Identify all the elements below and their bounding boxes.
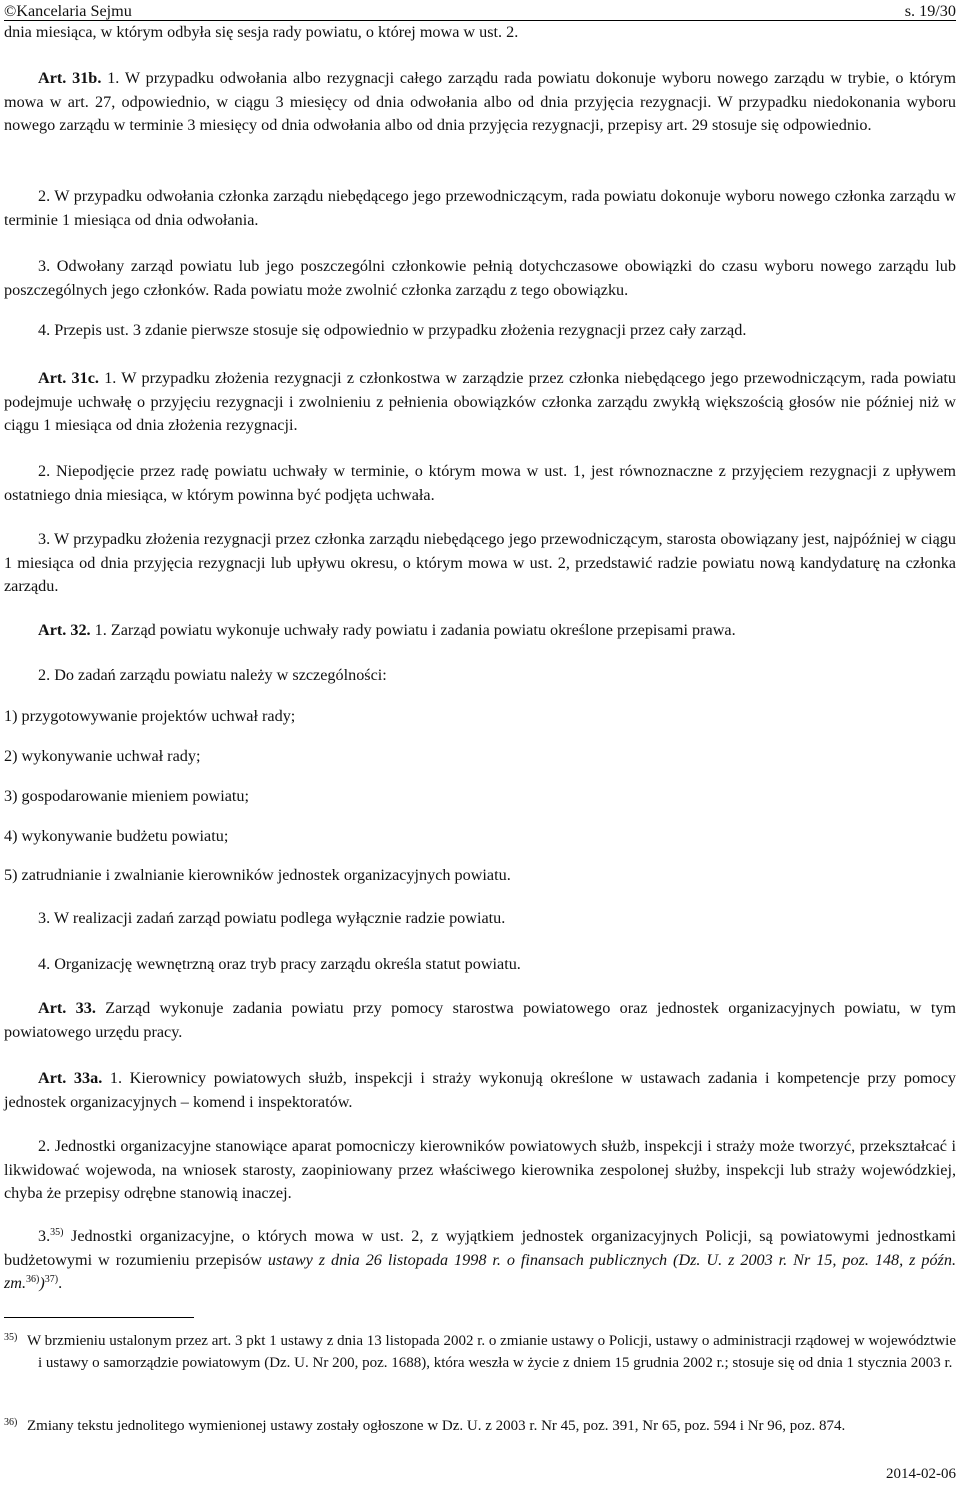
footnote-text: W brzmieniu ustalonym przez art. 3 pkt 1 ustawy z dnia 13 listopada 2002 r. o zmianie ustawy o Policji, ustawy o administracji rządowej w województwie i ustawy o samorządzie powiatowym (Dz. U. Nr 200, poz. 1688), która weszła w życie z dniem 15 grudnia 2002 r.; stosuje się od dnia 1 stycznia 2003 r. <box>27 1333 956 1371</box>
list-item: 5) zatrudnianie i zwalnianie kierowników jednostek organizacyjnych powiatu. <box>4 866 511 884</box>
art-31b-ust-3: 3. Odwołany zarząd powiatu lub jego poszczególni członkowie pełnią dotychczasowe obowiązki do czasu wyboru nowego zarządu lub poszczególnych jego członków. Rada powiatu może zwolnić członka zarządu z tego obowiązku. <box>4 257 956 299</box>
footnote-ref[interactable]: 36) <box>26 1274 40 1285</box>
footnote-text: Zmiany tekstu jednolitego wymienionej ustawy zostały ogłoszone w Dz. U. z 2003 r. Nr 45, poz. 391, Nr 65, poz. 594 i Nr 96, poz. 874. <box>27 1418 846 1434</box>
art-31b-ust-2: 2. W przypadku odwołania członka zarządu niebędącego jego przewodniczącym, rada powiatu dokonuje wyboru nowego członka zarządu w terminie 1 miesiąca od dnia odwołania. <box>4 187 956 229</box>
art-31c-ust-1: Art. 31c. 1. W przypadku złożenia rezygnacji z członkostwa w zarządzie przez członka niebędącego jego przewodniczącym, rada powiatu podejmuje uchwałę o przyjęciu rezygnacji i zwolnieniu z pełnienia obowiązków członka zarządu zwykłą większością głosów nie później niż w ciągu 1 miesiąca od dnia złożenia rezygnacji. <box>4 369 956 434</box>
art-31c-ust-3: 3. W przypadku złożenia rezygnacji przez członka zarządu niebędącego jego przewodniczącym, starosta obowiązany jest, najpóźniej w ciągu 1 miesiąca od dnia przyjęcia rezygnacji lub upływu okresu, o którym mowa w ust. 2, przedstawić radzie powiatu nową kandydaturę na członka zarządu. <box>4 530 956 595</box>
art-31c-ust-2: 2. Niepodjęcie przez radę powiatu uchwały w terminie, o którym mowa w ust. 1, jest równoznaczne z przyjęciem rezygnacji z upływem ostatniego dnia miesiąca, w którym powinna być podjęta uchwała. <box>4 462 956 504</box>
art-33a-ust-1: Art. 33a. 1. Kierownicy powiatowych służb, inspekcji i straży wykonują określone w ustawach zadania i kompetencje przy pomocy jednostek organizacyjnych – komend i inspektoratów. <box>4 1069 957 1111</box>
article-label: Art. 31c. <box>38 369 99 387</box>
continuation-paragraph: dnia miesiąca, w którym odbyła się sesja rady powiatu, o której mowa w ust. 2. <box>4 23 519 41</box>
art-33a-ust-2: 2. Jednostki organizacyjne stanowiące aparat pomocniczy kierowników powiatowych służb, inspekcji i straży może tworzyć, przekształcać i likwidować wojewoda, na wniosek starosty, zaopiniowany przez właściwego kierownika zespolonej służby, inspekcji lub straży wojewódzkiej, chyba że przepisy odrębne stanowią inaczej. <box>4 1137 956 1202</box>
footnote-number: 35) <box>4 1332 18 1343</box>
list-item: 4) wykonywanie budżetu powiatu; <box>4 827 229 845</box>
footnote-separator <box>4 1317 194 1318</box>
article-label: Art. 32. <box>38 621 91 639</box>
article-label: Art. 33a. <box>38 1069 103 1087</box>
footnote <box>4 1331 956 1374</box>
footnote-ref[interactable]: 37) <box>44 1274 59 1285</box>
list-item: 2) wykonywanie uchwał rady; <box>4 747 201 765</box>
art-32-ust-1: Art. 32. 1. Zarząd powiatu wykonuje uchwały rady powiatu i zadania powiatu określone przepisami prawa. <box>38 621 736 639</box>
article-label: Art. 31b. <box>38 69 102 87</box>
article-label: Art. 33. <box>38 999 96 1017</box>
list-item: 1) przygotowywanie projektów uchwał rady; <box>4 707 296 725</box>
art-32-ust-4: 4. Organizację wewnętrzną oraz tryb pracy zarządu określa statut powiatu. <box>38 955 521 973</box>
art-33: Art. 33. Zarząd wykonuje zadania powiatu przy pomocy starostwa powiatowego oraz jednostek organizacyjnych powiatu, w tym powiatowego urzędu pracy. <box>4 999 957 1041</box>
art-32-ust-2: 2. Do zadań zarządu powiatu należy w szczególności: <box>38 666 387 684</box>
publisher-label: ©Kancelaria Sejmu <box>4 2 132 20</box>
footnote-number: 36) <box>4 1417 18 1428</box>
document-date: 2014-02-06 <box>886 1466 956 1482</box>
page-header <box>4 0 956 21</box>
art-31b-ust-1: Art. 31b. 1. W przypadku odwołania albo rezygnacji całego zarządu rada powiatu dokonuje wyboru nowego zarządu w trybie, o którym mowa w art. 27, odpowiednio, w ciągu 3 miesięcy od dnia odwołania albo od dnia przyjęcia rezygnacji. W przypadku niedokonania wyboru nowego zarządu w terminie 3 miesięcy od dnia odwołania albo od dnia przyjęcia rezygnacji, przepisy art. 29 stosuje się odpowiednio. <box>4 69 956 134</box>
art-32-ust-3: 3. W realizacji zadań zarząd powiatu podlega wyłącznie radzie powiatu. <box>38 909 506 927</box>
list-item: 3) gospodarowanie mieniem powiatu; <box>4 787 250 805</box>
page-number: s. 19/30 <box>904 2 956 20</box>
art-33a-ust-3: 3.$^{35)}$ Jednostki organizacyjne, o których mowa w ust. 2, z wyjątkiem jednostek organizacyjnych Policji, są powiatowymi jednostkami budżetowymi w rozumieniu przepisów ustawy z dnia 26 listopada 1998 r. o finansach publicznych (Dz. U. z 2003 r. Nr 15, poz. 148, z późn. zm.$^{36)}$)$^{37)}$. <box>4 1227 957 1292</box>
footnote-ref[interactable]: 35) <box>50 1227 64 1238</box>
law-citation: ustawy z dnia 26 listopada 1998 r. o finansach publicznych (Dz. U. z 2003 r. Nr 15, poz. 148, z późn. zm. <box>4 1250 956 1292</box>
art-31b-ust-4: 4. Przepis ust. 3 zdanie pierwsze stosuje się odpowiednio w przypadku złożenia rezygnacji przez cały zarząd. <box>38 321 747 339</box>
footnote <box>4 1416 956 1438</box>
